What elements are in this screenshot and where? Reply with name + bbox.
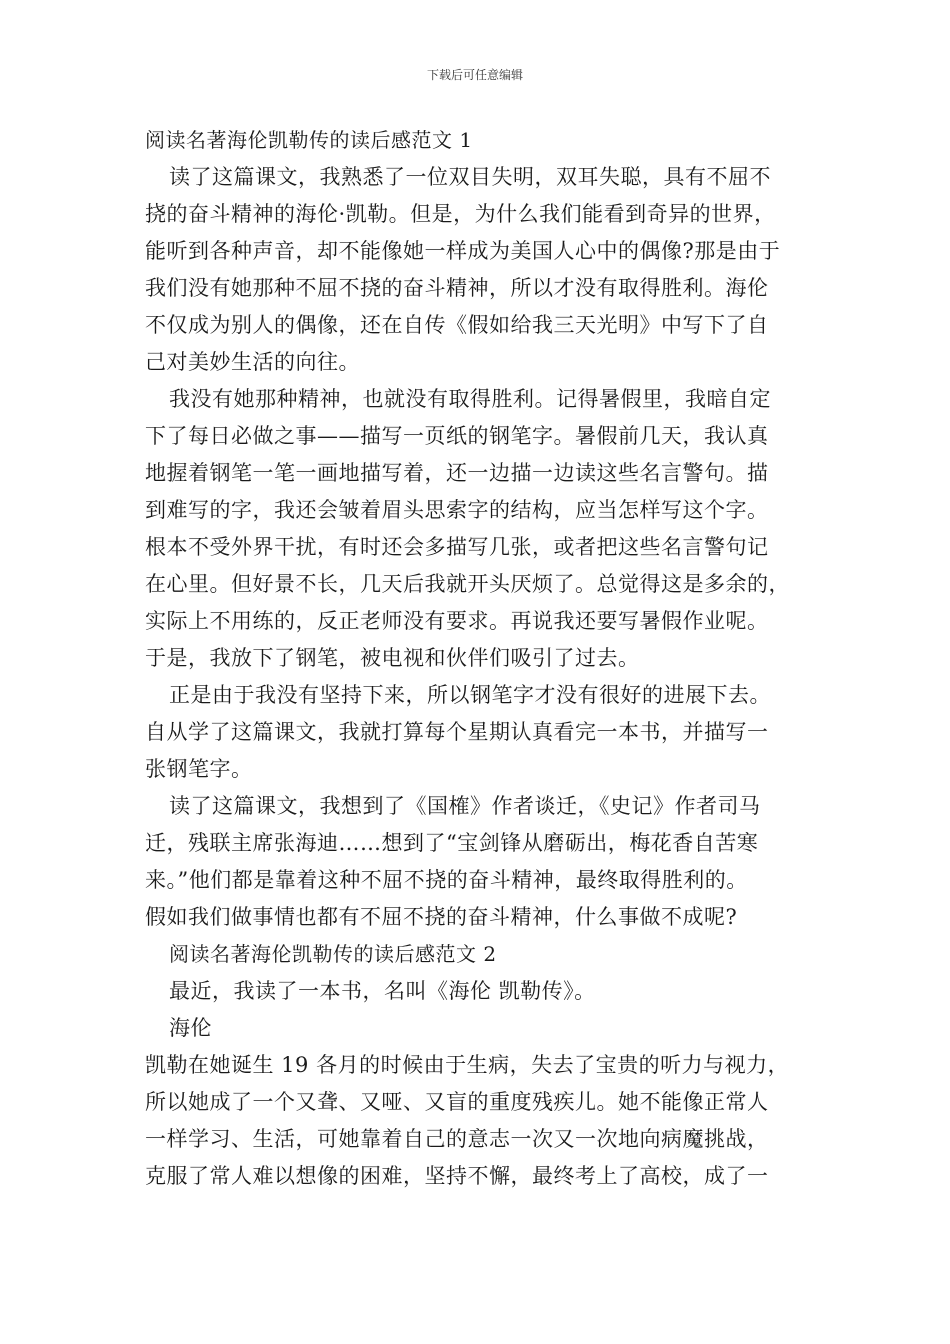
text-line: 在心里。但好景不长，几天后我就开头厌烦了。总觉得这是多余的， [145,572,790,596]
text-line: 正是由于我没有坚持下来，所以钢笔字才没有很好的进展下去。 [169,683,771,707]
text-line: 己对美妙生活的向往。 [145,350,360,374]
text-line: 最近，我读了一本书，名叫《海伦 凯勒传》。 [169,979,596,1003]
text-line: 我们没有她那种不屈不挠的奋斗精神，所以才没有取得胜利。海伦 [145,276,769,300]
text-line: 假如我们做事情也都有不屈不挠的奋斗精神，什么事做不成呢? [145,905,738,929]
text-line: 迁，残联主席张海迪……想到了“宝剑锋从磨砺出，梅花香自苦寒 [145,831,759,855]
header-note: 下载后可任意编辑 [426,68,523,82]
text-line: 读了这篇课文，我熟悉了一位双目失明，双耳失聪，具有不屈不 [169,165,771,189]
document-body [145,122,815,1195]
text-line: 一样学习、生活，可她靠着自己的意志一次又一次地向病魔挑战， [145,1127,769,1151]
text-line: 根本不受外界干扰，有时还会多描写几张，或者把这些名言警句记 [145,535,769,559]
section-heading: 阅读名著海伦凯勒传的读后感范文 2 [169,942,497,966]
text-line: 自从学了这篇课文，我就打算每个星期认真看完一本书，并描写一 [145,720,769,744]
text-line: 能听到各种声音，却不能像她一样成为美国人心中的偶像?那是由于 [145,239,781,263]
text-line: 读了这篇课文，我想到了《国榷》作者谈迁，《史记》作者司马 [169,794,761,818]
text-line: 实际上不用练的，反正老师没有要求。再说我还要写暑假作业呢。 [145,609,769,633]
text-line: 不仅成为别人的偶像，还在自传《假如给我三天光明》中写下了自 [145,313,769,337]
text-line: 我没有她那种精神，也就没有取得胜利。记得暑假里，我暗自定 [169,387,771,411]
text-line: 挠的奋斗精神的海伦·凯勒。但是，为什么我们能看到奇异的世界， [145,202,776,226]
text-line: 下了每日必做之事——描写一页纸的钢笔字。暑假前几天，我认真 [145,424,769,448]
text-line: 所以她成了一个又聋、又哑、又盲的重度残疾儿。她不能像正常人 [145,1090,769,1114]
text-line: 地握着钢笔一笔一画地描写着，还一边描一边读这些名言警句。描 [145,461,769,485]
text-line: 凯勒在她诞生 19 各月的时候由于生病，失去了宝贵的听力与视力， [145,1053,790,1077]
text-line: 到难写的字，我还会皱着眉头思索字的结构，应当怎样写这个字。 [145,498,769,522]
text-line: 克服了常人难以想像的困难，坚持不懈，最终考上了高校，成了一 [145,1164,769,1188]
text-line: 于是，我放下了钢笔，被电视和伙伴们吸引了过去。 [145,646,640,670]
text-line: 海伦 [169,1016,212,1040]
section-heading: 阅读名著海伦凯勒传的读后感范文 1 [145,128,473,152]
text-line: 来。”他们都是靠着这种不屈不挠的奋斗精神，最终取得胜利的。 [145,868,748,892]
text-line: 张钢笔字。 [145,757,253,781]
